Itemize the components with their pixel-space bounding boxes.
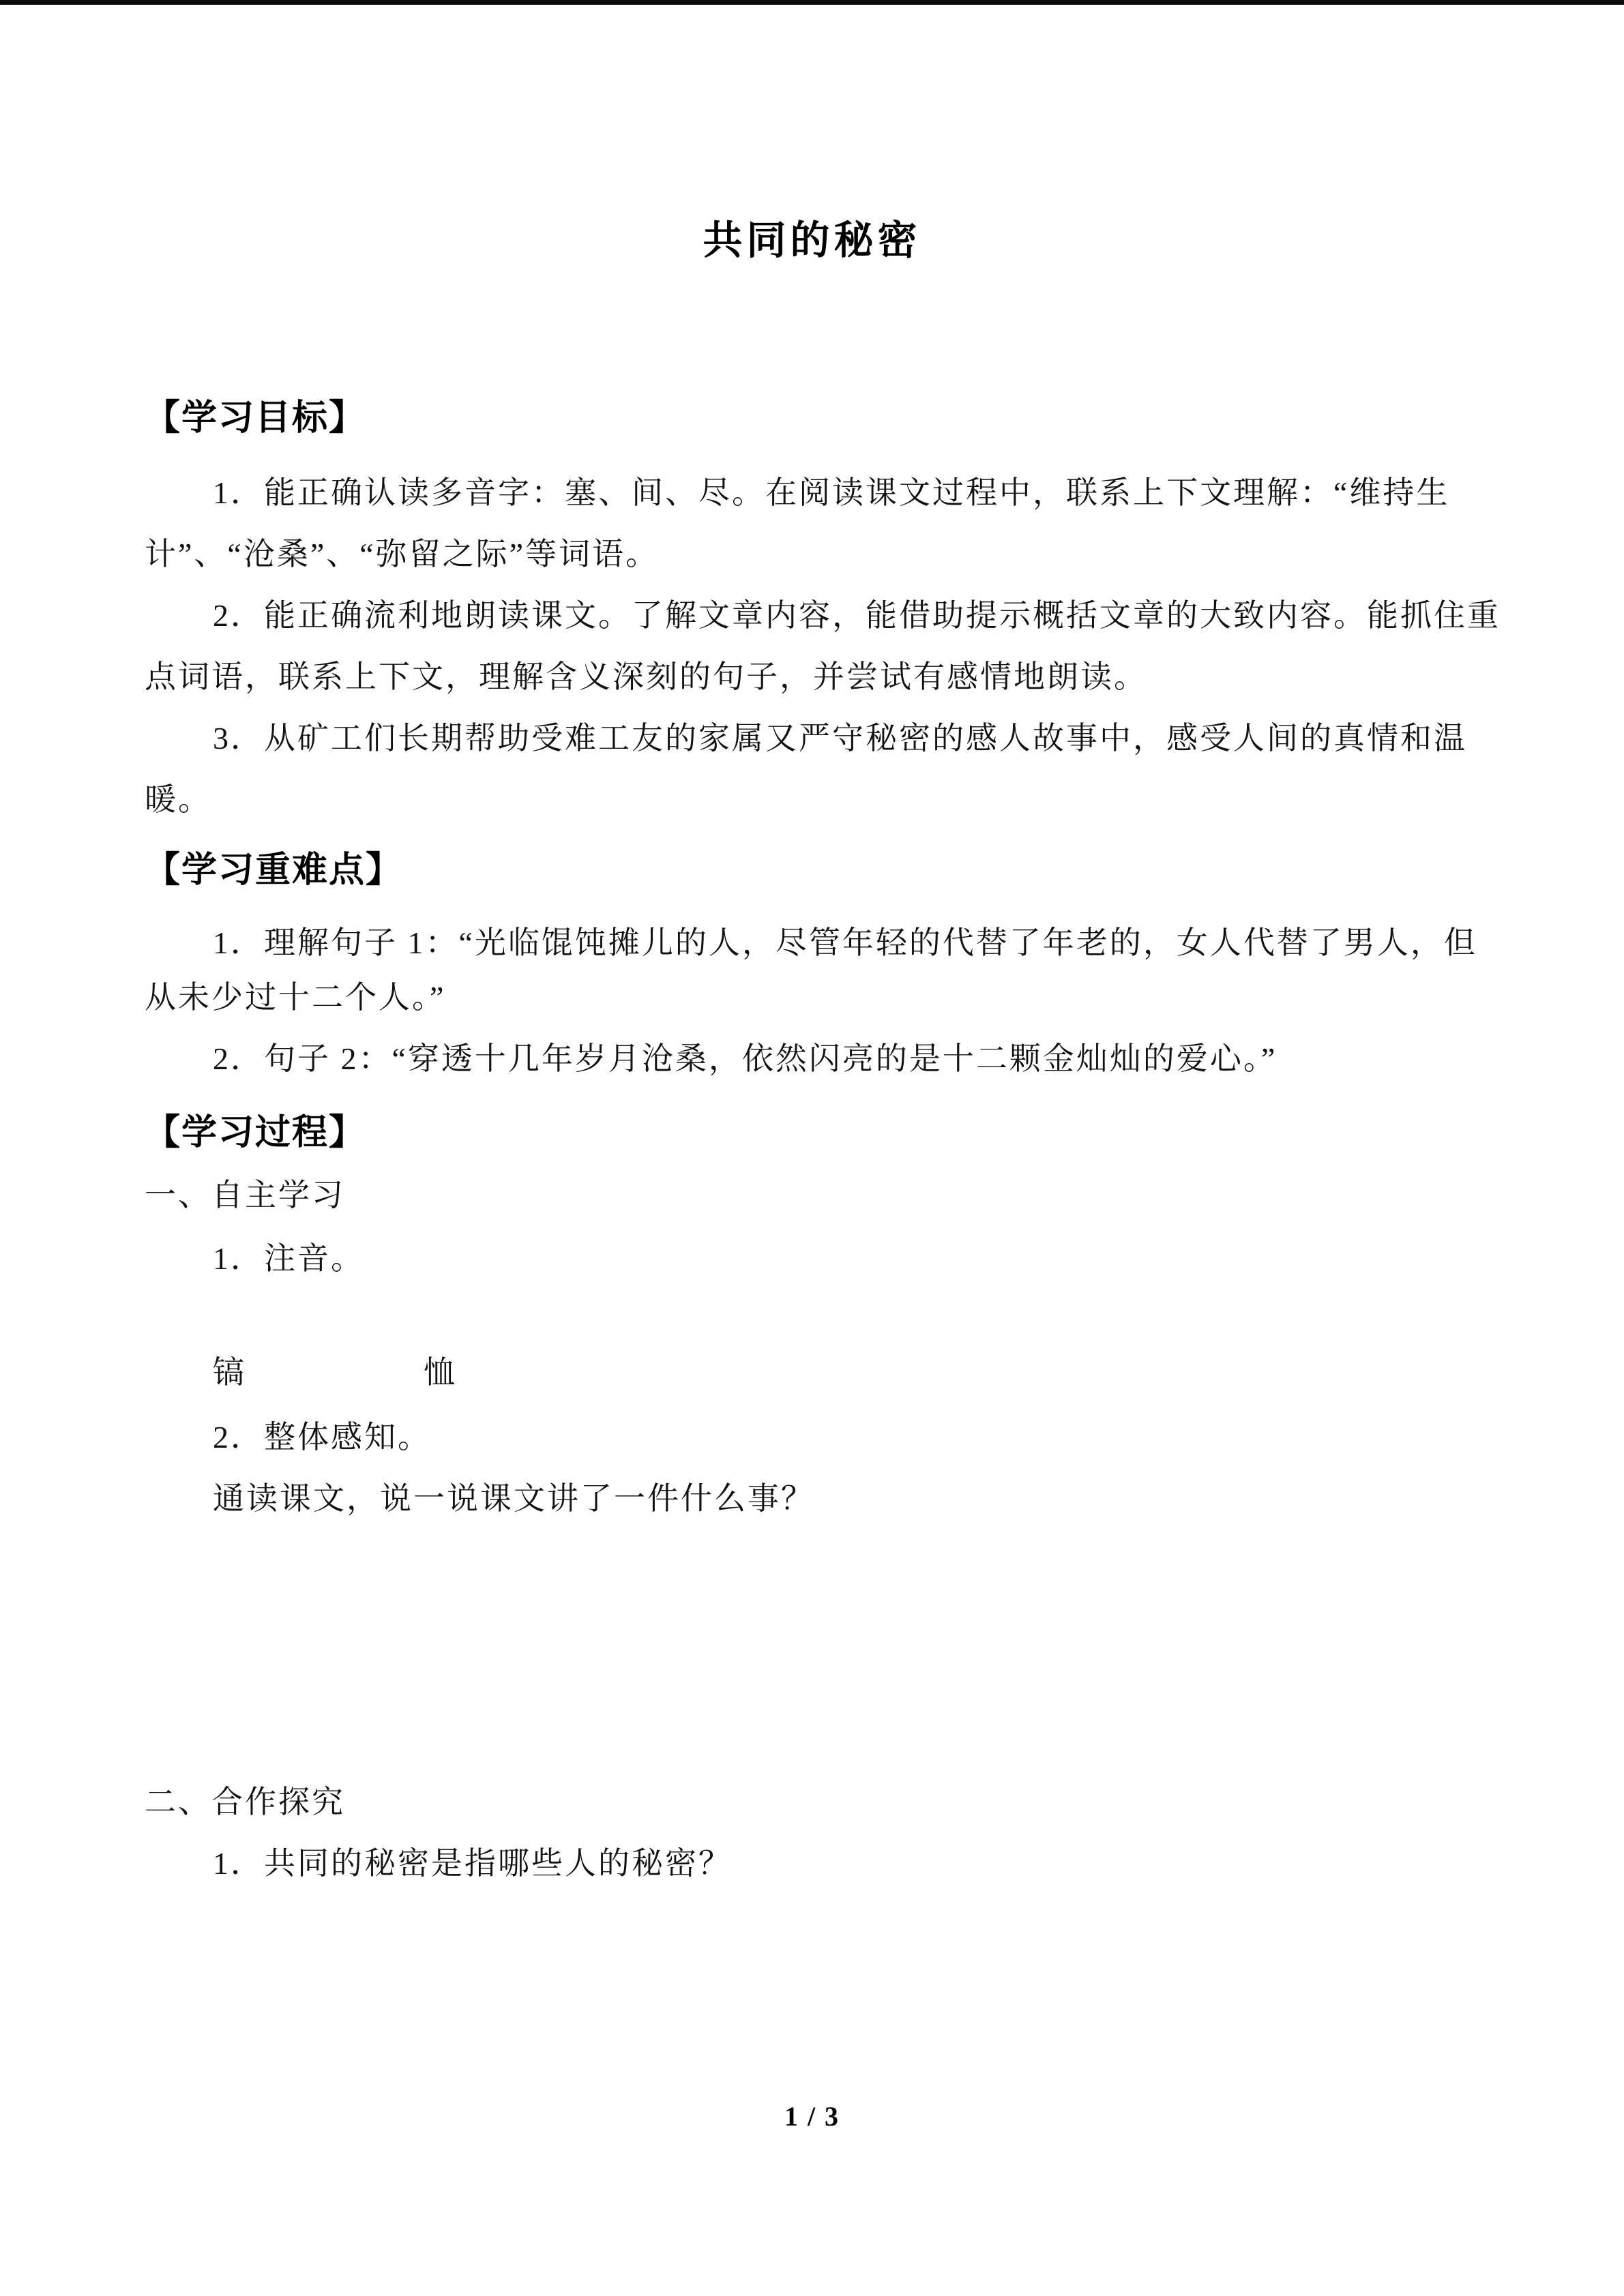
process-zhuyin-characters — [213, 1354, 457, 1391]
objectives-line-4: 点词语，联系上下文，理解含义深刻的句子，并尝试有感情地朗读。 — [145, 659, 1147, 694]
document-title: 共同的秘密 — [703, 217, 921, 263]
heading-learning-process: 【学习过程】 — [145, 1112, 366, 1153]
zhuyin-char-gao: 镐 — [213, 1355, 246, 1390]
heading-learning-objectives: 【学习目标】 — [145, 398, 366, 438]
objectives-line-6: 暖。 — [145, 782, 211, 817]
objectives-line-3: 2．能正确流利地朗读课文。了解文章内容，能借助提示概括文章的大致内容。能抓住重 — [213, 598, 1501, 633]
objectives-line-1: 1．能正确认读多音字：塞、间、尽。在阅读课文过程中，联系上下文理解：“维持生 — [213, 475, 1450, 510]
key-points-line-2: 从未少过十二个人。” — [145, 980, 446, 1015]
key-points-line-3: 2．句子 2：“穿透十几年岁月沧桑，依然闪亮的是十二颗金灿灿的爱心。” — [213, 1041, 1278, 1076]
objectives-line-2: 计”、“沧桑”、“弥留之际”等词语。 — [145, 537, 660, 571]
process-part1-title: 一、自主学习 — [145, 1178, 345, 1212]
process-item-ganzhi: 2．整体感知。 — [213, 1420, 431, 1455]
zhuyin-char-xu: 恤 — [424, 1355, 457, 1390]
process-item-zhuyin: 1．注音。 — [213, 1241, 364, 1276]
process-part2-title: 二、合作探究 — [145, 1785, 345, 1819]
heading-key-points: 【学习重难点】 — [145, 850, 403, 891]
page-top-edge-bar — [0, 0, 1624, 5]
process-ganzhi-prompt: 通读课文，说一说课文讲了一件什么事？ — [213, 1481, 814, 1516]
key-points-line-1: 1．理解句子 1：“光临馄饨摊儿的人，尽管年轻的代替了年老的，女人代替了男人，但 — [213, 925, 1477, 960]
objectives-line-5: 3．从矿工们长期帮助受难工友的家属又严守秘密的感人故事中，感受人间的真情和温 — [213, 721, 1467, 756]
process-part2-question: 1．共同的秘密是指哪些人的秘密？ — [213, 1846, 732, 1881]
page-number: 1 / 3 — [784, 2101, 840, 2132]
